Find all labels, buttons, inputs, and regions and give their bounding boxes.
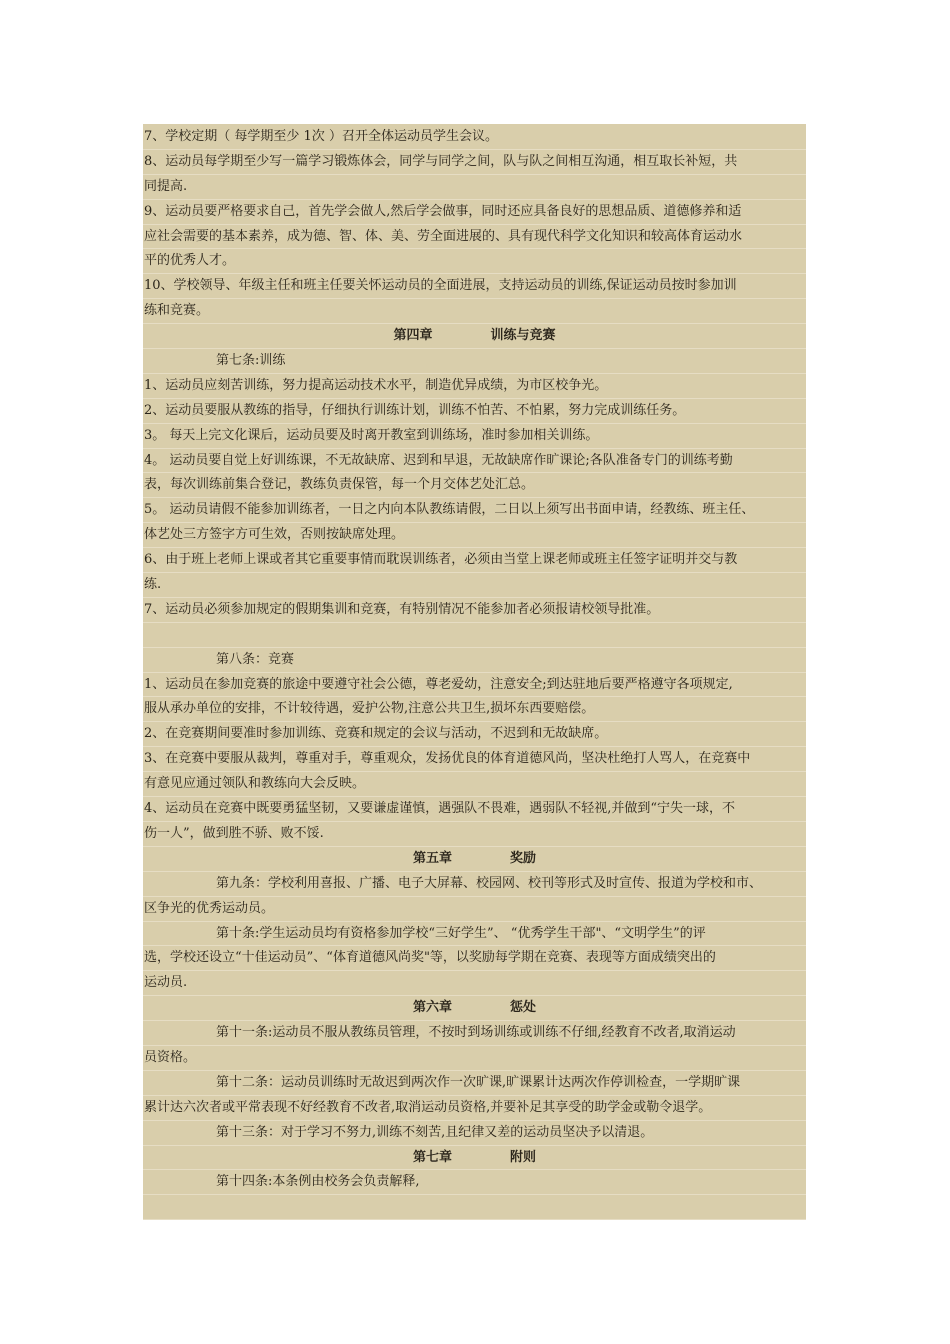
- article-line: 第十一条:运动员不服从教练员管理，不按时到场训练或训练不仔细,经教育不改者,取消运动: [143, 1021, 806, 1046]
- text-line: 运动员.: [143, 971, 806, 996]
- text-line: 表，每次训练前集合登记，教练负责保管，每一个月交体艺处汇总。: [143, 473, 806, 498]
- text-line: 区争光的优秀运动员。: [143, 897, 806, 922]
- text-line: 6、由于班上老师上课或者其它重要事情而耽误训练者，必须由当堂上课老师或班主任签字证明并交与教: [143, 548, 806, 573]
- text-line: 服从承办单位的安排，不计较待遇，爱护公物,注意公共卫生,损坏东西要赔偿。: [143, 697, 806, 722]
- text-line: 选，学校还设立“十佳运动员”、“体育道德风尚奖"等，以奖励每学期在竞赛、表现等方面成绩突出的: [143, 946, 806, 971]
- chapter-number: 第四章: [393, 328, 433, 344]
- blank-line: [143, 623, 806, 648]
- text-line: 4、运动员在竞赛中既要勇猛坚韧，又要谦虚谨慎，遇强队不畏难，遇弱队不轻视,并做到“宁失一球，不: [143, 797, 806, 822]
- chapter-number: 第五章: [412, 850, 452, 866]
- text-line: 1、运动员应刻苦训练，努力提高运动技术水平，制造优异成绩，为市区校争光。: [143, 374, 806, 399]
- text-line: 累计达六次者或平常表现不好经教育不改者,取消运动员资格,并要补足其享受的助学金或勒令退学。: [143, 1096, 806, 1121]
- article-line: 第七条:训练: [143, 349, 806, 374]
- text-line: 3。 每天上完文化课后，运动员要及时离开教室到训练场，准时参加相关训练。: [143, 424, 806, 449]
- chapter-title: 惩处: [510, 1000, 537, 1016]
- chapter-heading: [143, 1146, 806, 1171]
- chapter-heading: [143, 324, 806, 349]
- article-line: 第八条：竞赛: [143, 648, 806, 673]
- text-line: 平的优秀人才。: [143, 249, 806, 274]
- text-line: 9、运动员要严格要求自己，首先学会做人,然后学会做事，同时还应具备良好的思想品质、道德修养和适: [143, 200, 806, 225]
- text-line: 7、运动员必须参加规定的假期集训和竞赛，有特别情况不能参加者必须报请校领导批准。: [143, 598, 806, 623]
- text-line: 伤一人”，做到胜不骄、败不馁.: [143, 822, 806, 847]
- article-line: 第十条:学生运动员均有资格参加学校“三好学生”、 “优秀学生干部"、“文明学生”的评: [143, 922, 806, 947]
- article-line: 第十四条:本条例由校务会负责解释,: [143, 1170, 806, 1195]
- text-line: 应社会需要的基本素养，成为德、智、体、美、劳全面进展的、具有现代科学文化知识和较高体育运动水: [143, 225, 806, 250]
- blank-line: [143, 1195, 806, 1220]
- text-line: 有意见应通过领队和教练向大会反映。: [143, 772, 806, 797]
- chapter-heading: [143, 847, 806, 872]
- chapter-title: 奖励: [510, 850, 537, 866]
- text-line: 5。 运动员请假不能参加训练者，一日之内向本队教练请假，二日以上须写出书面申请，经教练、班主任、: [143, 498, 806, 523]
- chapter-heading: [143, 996, 806, 1021]
- text-line: 4。 运动员要自觉上好训练课，不无故缺席、迟到和早退，无故缺席作旷课论;各队准备专门的训练考勤: [143, 449, 806, 474]
- document-page: [143, 124, 806, 1219]
- chapter-number: 第六章: [412, 1000, 452, 1016]
- text-line: 10、学校领导、年级主任和班主任要关怀运动员的全面进展，支持运动员的训练,保证运动员按时参加训: [143, 274, 806, 299]
- text-line: 3、在竞赛中要服从裁判，尊重对手，尊重观众，发扬优良的体育道德风尚，坚决杜绝打人骂人，在竞赛中: [143, 747, 806, 772]
- article-line: 第十三条：对于学习不努力,训练不刻苦,且纪律又差的运动员坚决予以清退。: [143, 1121, 806, 1146]
- text-line: 2、在竞赛期间要准时参加训练、竞赛和规定的会议与活动，不迟到和无故缺席。: [143, 722, 806, 747]
- text-line: 2、运动员要服从教练的指导，仔细执行训练计划，训练不怕苦、不怕累，努力完成训练任务。: [143, 399, 806, 424]
- text-line: 练和竞赛。: [143, 299, 806, 324]
- text-line: 体艺处三方签字方可生效，否则按缺席处理。: [143, 523, 806, 548]
- chapter-number: 第七章: [412, 1149, 452, 1165]
- article-line: 第十二条：运动员训练时无故迟到两次作一次旷课,旷课累计达两次作停训检查，一学期旷课: [143, 1071, 806, 1096]
- text-line: 1、运动员在参加竞赛的旅途中要遵守社会公德，尊老爱幼，注意安全;到达驻地后要严格遵守各项规定,: [143, 673, 806, 698]
- text-line: 7、学校定期（ 每学期至少 1次 ）召开全体运动员学生会议。: [143, 125, 806, 150]
- article-line: 第九条：学校利用喜报、广播、电子大屏幕、校园网、校刊等形式及时宣传、报道为学校和市、: [143, 872, 806, 897]
- chapter-title: 附则: [510, 1149, 537, 1165]
- text-line: 练.: [143, 573, 806, 598]
- chapter-title: 训练与竞赛: [490, 328, 556, 344]
- text-line: 员资格。: [143, 1046, 806, 1071]
- text-line: 同提高.: [143, 175, 806, 200]
- text-line: 8、运动员每学期至少写一篇学习锻炼体会，同学与同学之间，队与队之间相互沟通，相互取长补短，共: [143, 150, 806, 175]
